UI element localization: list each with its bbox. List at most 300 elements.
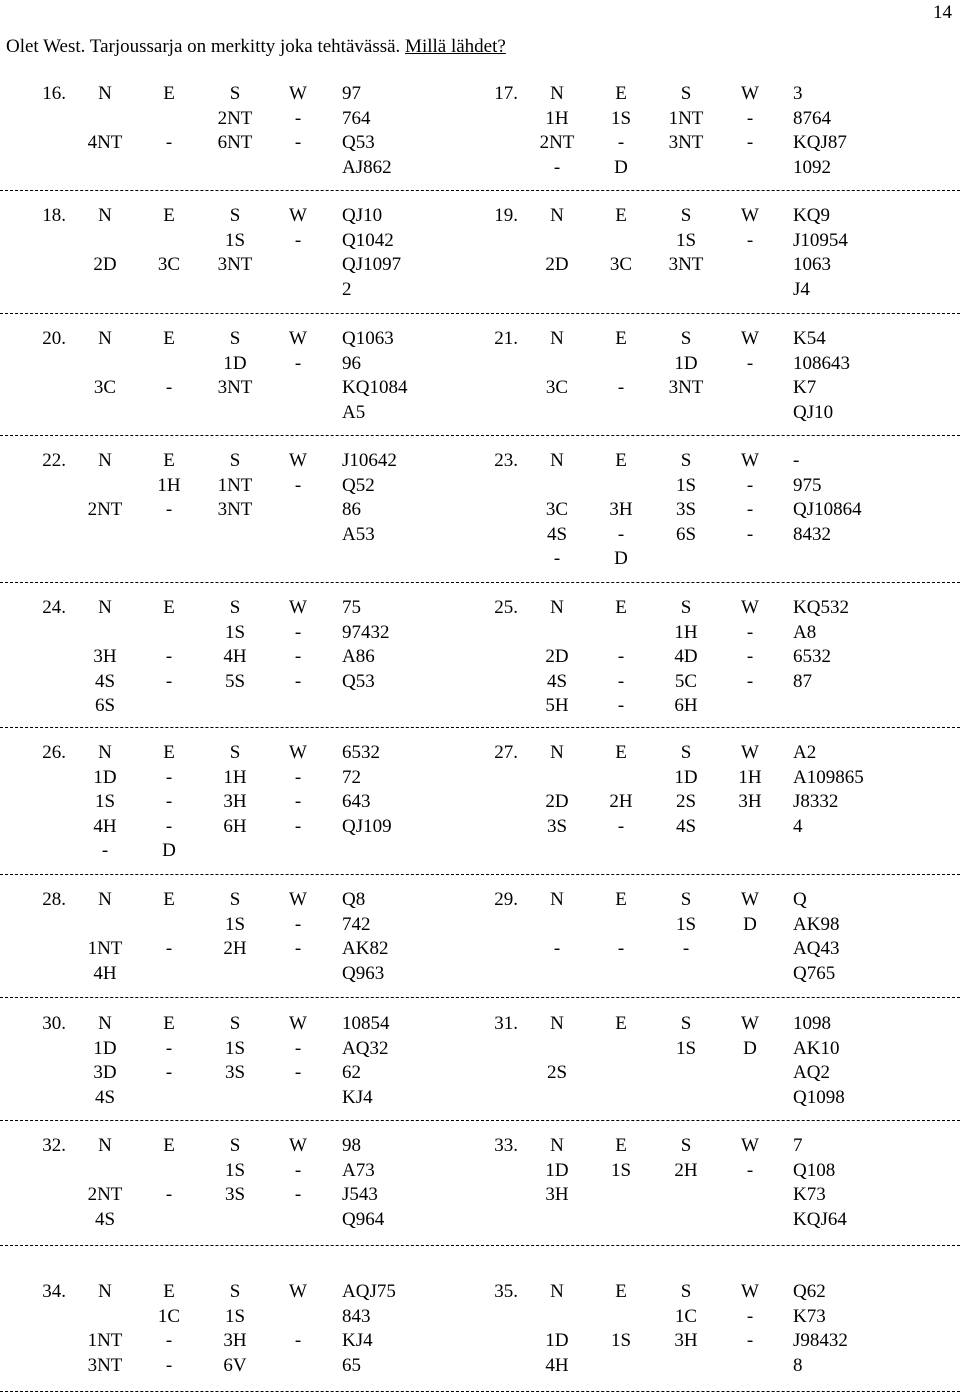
bid: D [743,1037,757,1059]
bid: 4S [546,523,568,545]
seat-header: W [289,742,307,763]
bid: 4S [94,1208,116,1230]
hand-suit: 72 [342,766,361,788]
seat-header: E [615,328,627,349]
hand-suit: Q1098 [793,1086,845,1108]
bid: 1D [223,352,247,374]
separator-line [0,727,960,728]
board-number: 33. [494,1135,518,1156]
board-number: 21. [494,328,518,349]
hand-suit: KQ532 [793,597,849,618]
seat-header: S [680,742,692,763]
bid: - [617,523,625,545]
seat-header: E [163,205,175,226]
bid: 3H [609,499,633,520]
hand-suit: A73 [342,1159,375,1181]
hand-suit: 6532 [793,646,831,667]
seat-header: W [741,205,759,226]
separator-line [0,1391,960,1392]
bid: - [294,670,302,692]
seat-header: N [98,83,112,104]
bid: - [746,499,754,520]
seat-header: S [229,742,241,763]
bid: 1S [675,474,697,496]
bid: - [101,840,109,861]
bid: - [617,646,625,667]
bid: - [165,791,173,812]
bid: 3H [93,646,117,667]
bid: 1H [223,766,247,788]
bid: 2D [545,791,569,812]
hand-suit: 65 [342,1354,361,1376]
seat-header: W [289,450,307,471]
bid: D [614,156,628,178]
bid: 1S [224,229,246,251]
seat-header: N [98,597,112,618]
seat-header: W [289,889,307,910]
bid: - [746,523,754,545]
hand-suit: 86 [342,499,361,520]
board-number: 27. [494,742,518,763]
seat-header: S [680,1135,692,1156]
separator-line [0,582,960,583]
hand-suit: K54 [793,328,826,349]
board-number: 16. [42,83,66,104]
bid: - [165,938,173,959]
bid: 4H [223,646,247,667]
seat-header: S [229,1135,241,1156]
bid: - [746,1159,754,1181]
hand-suit: KQJ64 [793,1208,847,1230]
bid: 3S [224,1062,246,1083]
seat-header: W [289,205,307,226]
bid: 1S [224,913,246,935]
bid: 2H [223,938,247,959]
hand-suit: A2 [793,742,817,763]
seat-header: E [163,83,175,104]
hand-suit: KJ4 [342,1086,373,1108]
bid: 3C [609,254,633,275]
seat-header: N [98,1135,112,1156]
bid: 2S [675,791,697,812]
hand-suit: 7 [793,1135,803,1156]
board-number: 20. [42,328,66,349]
hand-suit: Q [793,889,807,910]
bid: - [617,938,625,959]
hand-suit: KQ1084 [342,377,408,398]
bid: - [294,938,302,959]
hand-suit: Q765 [793,962,836,984]
bid: 1S [224,1305,246,1327]
hand-suit: AQJ75 [342,1281,396,1302]
hand-suit: 1092 [793,156,831,178]
hand-suit: 87 [793,670,812,692]
seat-header: W [289,328,307,349]
bid: - [165,670,173,692]
seat-header: N [550,83,564,104]
bid: - [294,1062,302,1083]
bid: 2D [545,646,569,667]
bid: 1D [93,1037,117,1059]
instruction-text: Olet West. Tarjoussarja on merkitty joka tehtävässä. [6,36,406,57]
seat-header: N [550,742,564,763]
bid: - [294,352,302,374]
hand-suit: 764 [342,107,371,129]
bid: 1NT [217,474,253,496]
bid: 3H [223,1330,247,1351]
hand-suit: Q108 [793,1159,836,1181]
bid: 2NT [87,499,123,520]
bid: - [294,132,302,153]
hand-suit: 75 [342,597,361,618]
board-number: 19. [494,205,518,226]
seat-header: S [680,83,692,104]
hand-suit: Q963 [342,962,385,984]
bid: - [165,766,173,788]
hand-suit: K7 [793,377,817,398]
bid: - [165,646,173,667]
hand-suit: 97432 [342,621,390,643]
hand-suit: 3 [793,83,803,104]
bid: - [746,474,754,496]
board-number: 34. [42,1281,66,1302]
bid: - [294,913,302,935]
seat-header: N [550,597,564,618]
hand-suit: K73 [793,1184,826,1205]
hand-suit: A86 [342,646,375,667]
bid: - [553,156,561,178]
hand-suit: 843 [342,1305,371,1327]
bid: 4H [93,815,117,837]
bid: 6H [674,695,698,716]
seat-header: S [229,83,241,104]
hand-suit: Q52 [342,474,375,496]
bid: 3D [93,1062,117,1083]
bid: - [294,474,302,496]
bid: 1H [157,474,181,496]
bid: - [165,377,173,398]
seat-header: E [615,1013,627,1034]
bid: 4D [674,646,698,667]
hand-suit: Q1042 [342,229,394,251]
hand-suit: - [793,450,800,471]
bid: 3H [738,791,762,812]
bid: - [294,766,302,788]
hand-suit: A109865 [793,766,864,788]
hand-suit: AQ2 [793,1062,830,1083]
bid: 2H [609,791,633,812]
hand-suit: A5 [342,401,366,423]
bid: 3NT [217,377,253,398]
bid: 6V [223,1354,247,1376]
bid: 2NT [87,1184,123,1205]
hand-suit: Q53 [342,670,375,692]
seat-header: N [550,1281,564,1302]
separator-line [0,435,960,436]
seat-header: E [615,1135,627,1156]
seat-header: W [741,742,759,763]
bid: 3NT [668,377,704,398]
seat-header: W [741,1135,759,1156]
bid: 3NT [87,1354,123,1376]
bid: D [614,548,628,569]
bid: - [746,132,754,153]
bid: 2D [93,254,117,275]
bid: 6H [223,815,247,837]
bid: - [294,107,302,129]
hand-suit: J543 [342,1184,378,1205]
seat-header: S [680,450,692,471]
hand-suit: J10642 [342,450,397,471]
seat-header: S [680,1013,692,1034]
seat-header: W [289,597,307,618]
bid: 1H [738,766,762,788]
hand-suit: J98432 [793,1330,848,1351]
bid: 3S [546,815,568,837]
seat-header: E [163,328,175,349]
hand-suit: KQ9 [793,205,830,226]
bid: 3C [545,499,569,520]
hand-suit: QJ1097 [342,254,402,275]
seat-header: N [550,1135,564,1156]
bid: - [165,1037,173,1059]
seat-header: W [741,328,759,349]
bid: - [165,815,173,837]
hand-suit: 4 [793,815,803,837]
bid: - [617,815,625,837]
hand-suit: Q62 [793,1281,826,1302]
bid: - [294,815,302,837]
seat-header: S [680,1281,692,1302]
board-number: 35. [494,1281,518,1302]
bid: 4H [545,1354,569,1376]
seat-header: S [229,1281,241,1302]
board-number: 30. [42,1013,66,1034]
hand-suit: A53 [342,523,375,545]
bid: - [617,132,625,153]
bid: - [165,1184,173,1205]
separator-line [0,190,960,191]
hand-suit: 8432 [793,523,831,545]
seat-header: E [163,450,175,471]
board-number: 25. [494,597,518,618]
seat-header: N [550,1013,564,1034]
hand-suit: K73 [793,1305,826,1327]
hand-suit: AK98 [793,913,840,935]
board-number: 28. [42,889,66,910]
seat-header: W [741,1013,759,1034]
bid: 4S [94,670,116,692]
seat-header: S [229,597,241,618]
bid: - [165,1062,173,1083]
bid: 1S [610,107,632,129]
hand-suit: J10954 [793,229,848,251]
separator-line [0,1120,960,1121]
bid: 1S [224,1159,246,1181]
bid: 1S [94,791,116,812]
bid: - [294,1330,302,1351]
bid: 1S [224,1037,246,1059]
seat-header: N [550,450,564,471]
bid: - [294,1184,302,1205]
seat-header: S [229,1013,241,1034]
separator-line [0,874,960,875]
hand-suit: J8332 [793,791,839,812]
bid: 5C [674,670,698,692]
bid: - [294,1159,302,1181]
seat-header: E [615,597,627,618]
seat-header: N [550,889,564,910]
bid: 2NT [217,107,253,129]
instruction-question: Millä lähdet? [405,36,506,57]
board-number: 23. [494,450,518,471]
seat-header: N [550,205,564,226]
bid: 3H [545,1184,569,1205]
bid: - [165,499,173,520]
hand-suit: 643 [342,791,371,812]
bid: - [294,646,302,667]
bid: 2D [545,254,569,275]
seat-header: W [741,889,759,910]
hand-suit: QJ10864 [793,499,862,520]
bid: - [682,938,690,959]
bid: 3H [223,791,247,812]
bid: - [553,548,561,569]
seat-header: N [98,889,112,910]
seat-header: E [615,1281,627,1302]
separator-line [0,1245,960,1246]
seat-header: W [741,597,759,618]
bid: 3S [675,499,697,520]
seat-header: W [741,83,759,104]
hand-suit: 97 [342,83,361,104]
bid: 4S [94,1086,116,1108]
hand-suit: QJ109 [342,815,392,837]
hand-suit: AQ43 [793,938,840,959]
hand-suit: 96 [342,352,361,374]
hand-suit: A8 [793,621,817,643]
seat-header: W [289,1135,307,1156]
bid: 5H [545,695,569,716]
seat-header: S [229,328,241,349]
hand-suit: 98 [342,1135,361,1156]
bid: 2H [674,1159,698,1181]
bid: - [617,670,625,692]
bid: 2S [546,1062,568,1083]
hand-suit: 108643 [793,352,850,374]
bid: - [746,646,754,667]
bid: 1H [545,107,569,129]
bid: 1H [674,621,698,643]
hand-suit: KJ4 [342,1330,373,1351]
seat-header: N [98,1281,112,1302]
seat-header: E [163,1281,175,1302]
bid: 3NT [217,499,253,520]
bid: - [746,670,754,692]
seat-header: S [229,205,241,226]
bid: 1S [675,229,697,251]
bid: 1C [157,1305,181,1327]
bid: 1S [610,1159,632,1181]
hand-suit: 742 [342,913,371,935]
seat-header: W [289,1281,307,1302]
bid: - [746,621,754,643]
hand-suit: 10854 [342,1013,390,1034]
bid: 4S [546,670,568,692]
bid: 1D [674,766,698,788]
seat-header: N [98,205,112,226]
seat-header: S [680,205,692,226]
bid: - [746,1330,754,1351]
seat-header: E [615,742,627,763]
bid: 1D [674,352,698,374]
hand-suit: QJ10 [342,205,383,226]
separator-line [0,313,960,314]
hand-suit: 6532 [342,742,380,763]
bid: 3NT [668,254,704,275]
bid: - [746,107,754,129]
bid: 5S [224,670,246,692]
bid: - [294,1037,302,1059]
seat-header: S [680,328,692,349]
hand-suit: 8 [793,1354,803,1376]
bid: 1NT [87,938,123,959]
seat-header: W [289,83,307,104]
bid: 2NT [539,132,575,153]
seat-header: S [680,889,692,910]
bid: 6S [94,695,116,716]
hand-suit: AJ862 [342,156,392,178]
bid: 1NT [87,1330,123,1351]
hand-suit: 62 [342,1062,361,1083]
bid: - [553,938,561,959]
hand-suit: KQJ87 [793,132,847,153]
board-number: 22. [42,450,66,471]
bid: 1D [545,1330,569,1351]
bid: - [746,352,754,374]
board-number: 18. [42,205,66,226]
bid: - [746,1305,754,1327]
seat-header: E [615,450,627,471]
bid: - [617,377,625,398]
seat-header: W [741,450,759,471]
seat-header: S [229,889,241,910]
seat-header: E [163,889,175,910]
bid: 3NT [668,132,704,153]
hand-suit: Q964 [342,1208,385,1230]
seat-header: N [550,328,564,349]
bid: 3H [674,1330,698,1351]
hand-suit: Q1063 [342,328,394,349]
bid: - [165,132,173,153]
bid: - [294,791,302,812]
hand-suit: 2 [342,278,352,300]
board-number: 17. [494,83,518,104]
seat-header: E [615,205,627,226]
seat-header: N [98,1013,112,1034]
seat-header: S [680,597,692,618]
bid: 6NT [217,132,253,153]
bid: 4H [93,962,117,984]
seat-header: W [289,1013,307,1034]
bid: 1S [610,1330,632,1351]
bid: D [162,840,176,861]
instruction [6,36,506,58]
bid: 1NT [668,107,704,129]
board-number: 29. [494,889,518,910]
board-number: 24. [42,597,66,618]
bid: D [743,913,757,935]
